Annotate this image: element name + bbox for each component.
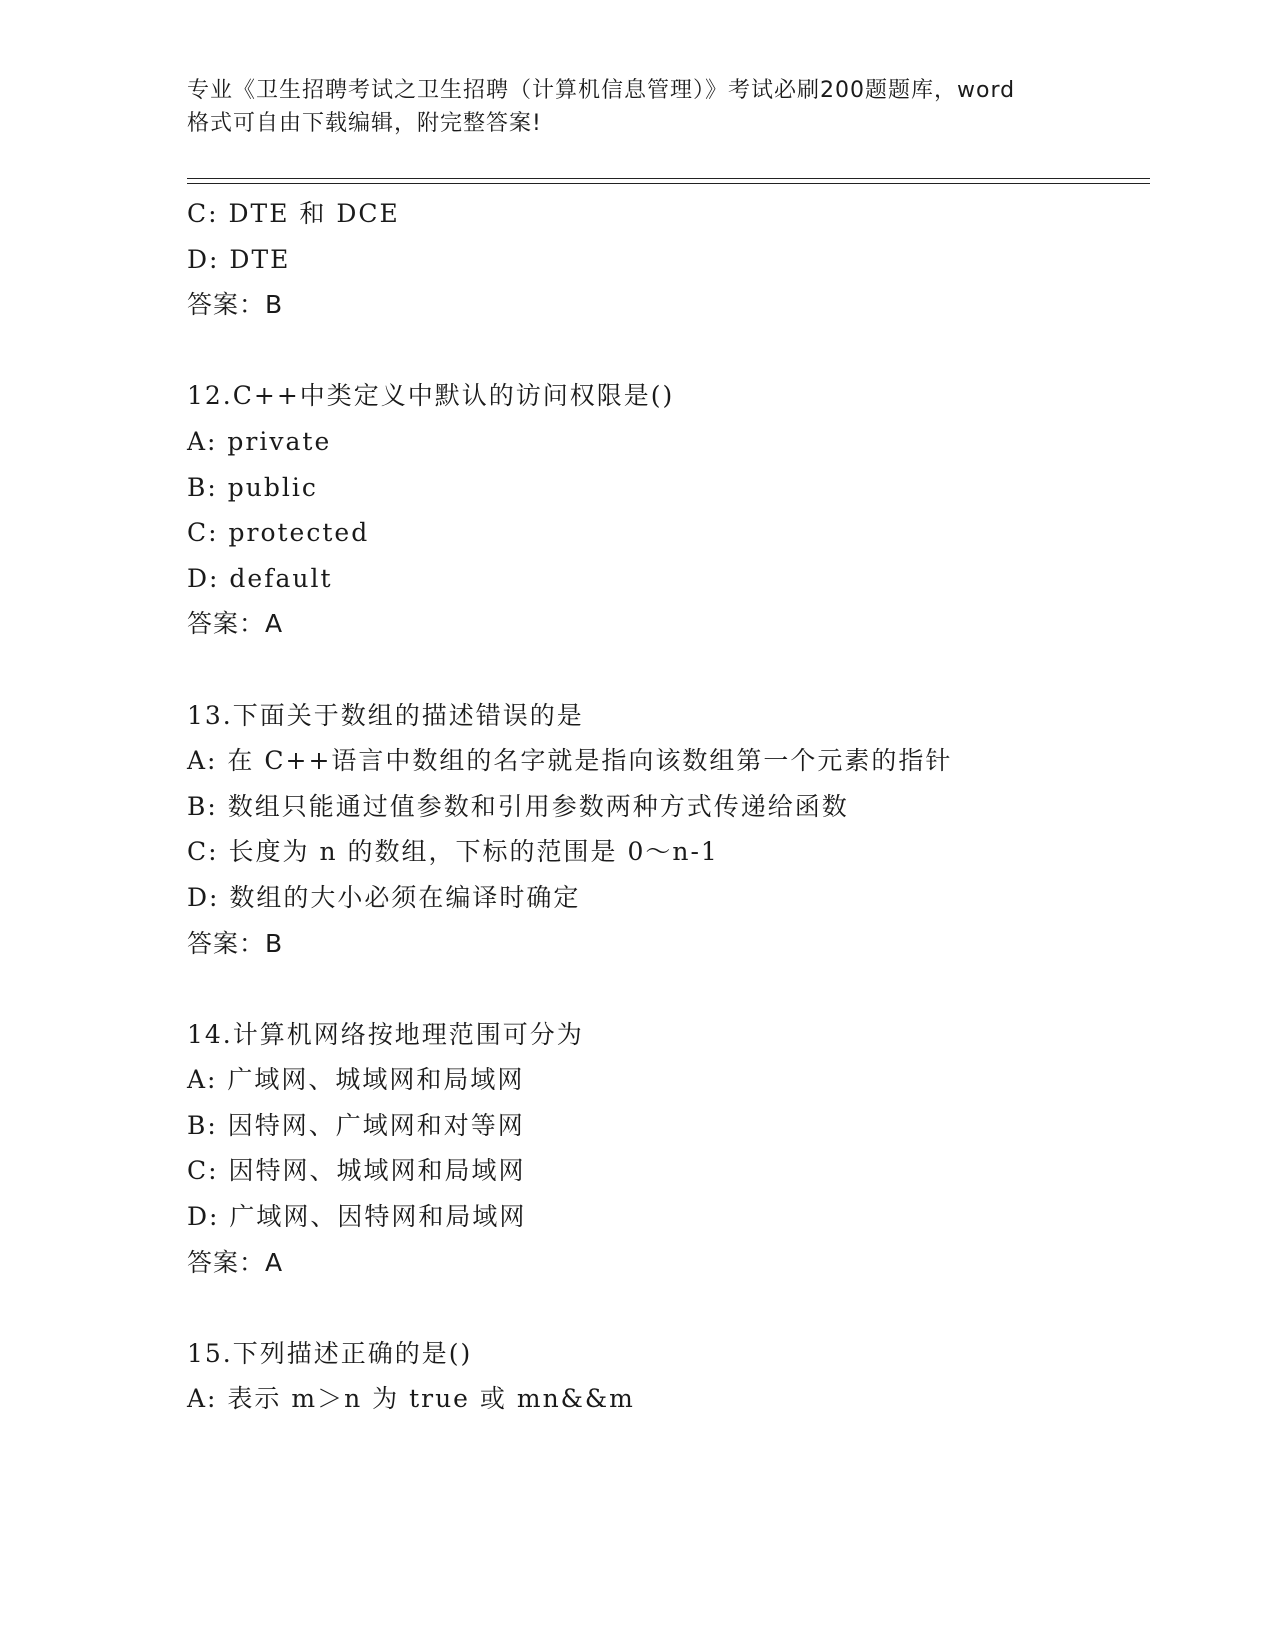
- question-12: [187, 373, 1147, 647]
- answer: 答案：A: [187, 1247, 284, 1277]
- option-c: C: 长度为 n 的数组，下标的范围是 0～n-1: [187, 837, 719, 867]
- option-a: A: 在 C++语言中数组的名字就是指向该数组第一个元素的指针: [187, 746, 953, 776]
- option-c: C: protected: [187, 518, 370, 548]
- option-b: B: 因特网、广域网和对等网: [187, 1110, 525, 1140]
- document-header: [187, 74, 1087, 140]
- header-divider-bottom: [187, 183, 1150, 184]
- spacer: [187, 328, 1147, 374]
- option-c: C: 因特网、城域网和局域网: [187, 1156, 526, 1186]
- option-b: B: 数组只能通过值参数和引用参数两种方式传递给函数: [187, 791, 849, 821]
- spacer: [187, 966, 1147, 1012]
- question-list: [187, 191, 1147, 1422]
- option-b: B: public: [187, 472, 318, 502]
- option-a: A: 表示 m＞n 为 true 或 mn&&m: [187, 1384, 635, 1414]
- option-d: D: default: [187, 563, 333, 593]
- question-stem: 14.计算机网络按地理范围可分为: [187, 1019, 584, 1049]
- header-divider-top: [187, 178, 1150, 179]
- question-13: [187, 693, 1147, 967]
- answer: 答案：A: [187, 609, 284, 639]
- option-c: C: DTE 和 DCE: [187, 199, 400, 228]
- question-stem: 15.下列描述正确的是(): [187, 1338, 473, 1368]
- answer: 答案：B: [187, 290, 284, 320]
- question-stem: 12.C++中类定义中默认的访问权限是(): [187, 381, 675, 411]
- question-14: [187, 1012, 1147, 1286]
- header-line-2: 格式可自由下载编辑，附完整答案!: [187, 111, 542, 136]
- spacer: [187, 1285, 1147, 1331]
- option-d: D: DTE: [187, 244, 291, 274]
- option-d: D: 广域网、因特网和局域网: [187, 1202, 527, 1232]
- answer: 答案：B: [187, 928, 284, 958]
- option-a: A: 广域网、城域网和局域网: [187, 1065, 525, 1095]
- option-d: D: 数组的大小必须在编译时确定: [187, 882, 581, 912]
- option-a: A: private: [187, 426, 332, 456]
- spacer: [187, 647, 1147, 693]
- question-11-continued: [187, 191, 1147, 328]
- question-15: [187, 1331, 1147, 1422]
- header-line-1: 专业《卫生招聘考试之卫生招聘（计算机信息管理）》考试必刷200题题库，word: [187, 78, 1016, 103]
- question-stem: 13.下面关于数组的描述错误的是: [187, 700, 584, 730]
